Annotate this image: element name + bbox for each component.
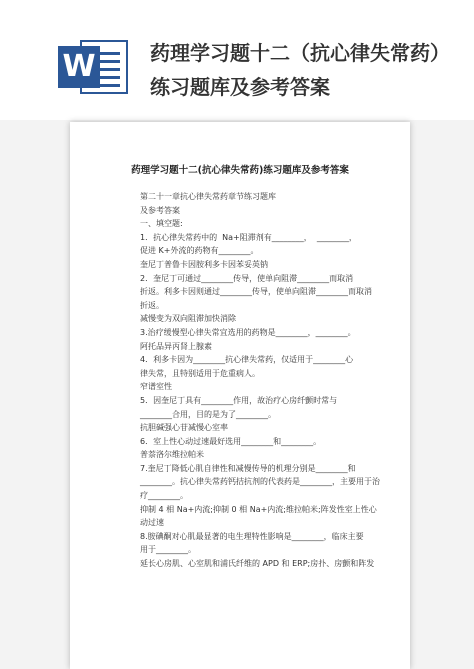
- answer-line: 阿托品异丙肾上腺素: [140, 341, 212, 351]
- question-line: 3.治疗缓慢型心律失常宜选用的药物是________，________。: [140, 327, 356, 337]
- question-line: 折返。利多卡因则通过________传导，使单向阻滞________而取消: [140, 287, 372, 297]
- question-line: 5．因奎尼丁具有________作用，故治疗心房纤颤时常与: [140, 395, 338, 405]
- header-banner: [0, 0, 474, 120]
- answer-line: 动过速: [140, 518, 164, 528]
- document-title: 药理学习题十二(抗心律失常药)练习题库及参考答案: [131, 165, 349, 176]
- answer-line: 减慢变为双向阻滞加快消除: [140, 314, 236, 324]
- question-line: 2．奎尼丁可通过________传导，使单向阻滞________而取消: [140, 273, 354, 283]
- text-line: 一、填空题:: [140, 219, 183, 229]
- question-line: ________。抗心律失常药钙拮抗剂的代表药是________，主要用于治: [140, 477, 380, 487]
- question-line: 折返。: [140, 300, 164, 310]
- question-line: ________合用，目的是为了________。: [140, 409, 276, 419]
- question-line: 1．抗心律失常药中的 Na+阻滞剂有________， ________，: [140, 232, 357, 242]
- word-letter-badge: W: [58, 46, 100, 88]
- answer-line: 奎尼丁普鲁卡因胺利多卡因苯妥英钠: [140, 259, 268, 269]
- question-line: 6．室上性心动过速最好选用________和________。: [140, 436, 322, 446]
- question-line: 疗________。: [140, 491, 188, 501]
- question-line: 促进 K+外流的药物有________。: [140, 246, 259, 256]
- document-body: [140, 190, 380, 571]
- text-line: 及参考答案: [140, 205, 180, 215]
- question-line: 4．利多卡因为________抗心律失常药，仅适用于________心: [140, 355, 354, 365]
- document-page: [70, 122, 410, 669]
- word-document-icon: [58, 40, 128, 94]
- question-line: 8.胺碘酮对心肌最显著的电生理特性影响是________，临床主要: [140, 531, 364, 541]
- page-title: 药理学习题十二（抗心律失常药）练习题库及参考答案: [150, 41, 450, 99]
- answer-line: 延长心房肌、心室肌和浦氏纤维的 APD 和 ERP;房扑、房颤和阵发: [140, 559, 375, 569]
- question-line: 律失常，且特别适用于危重病人。: [140, 368, 260, 378]
- text-line: 第二十一章抗心律失常药章节练习题库: [140, 192, 276, 201]
- answer-line: 抑制 4 相 Na+内流;抑制 0 相 Na+内流;维拉帕米;阵发性室上性心: [140, 504, 377, 514]
- answer-line: 窄谱室性: [140, 382, 172, 392]
- answer-line: 抗胆碱强心苷减慢心室率: [140, 423, 228, 433]
- question-line: 7.奎尼丁降低心肌自律性和减慢传导的机理分别是________和: [140, 463, 356, 473]
- answer-line: 普萘洛尔维拉帕米: [140, 450, 204, 460]
- question-line: 用于________。: [140, 545, 196, 555]
